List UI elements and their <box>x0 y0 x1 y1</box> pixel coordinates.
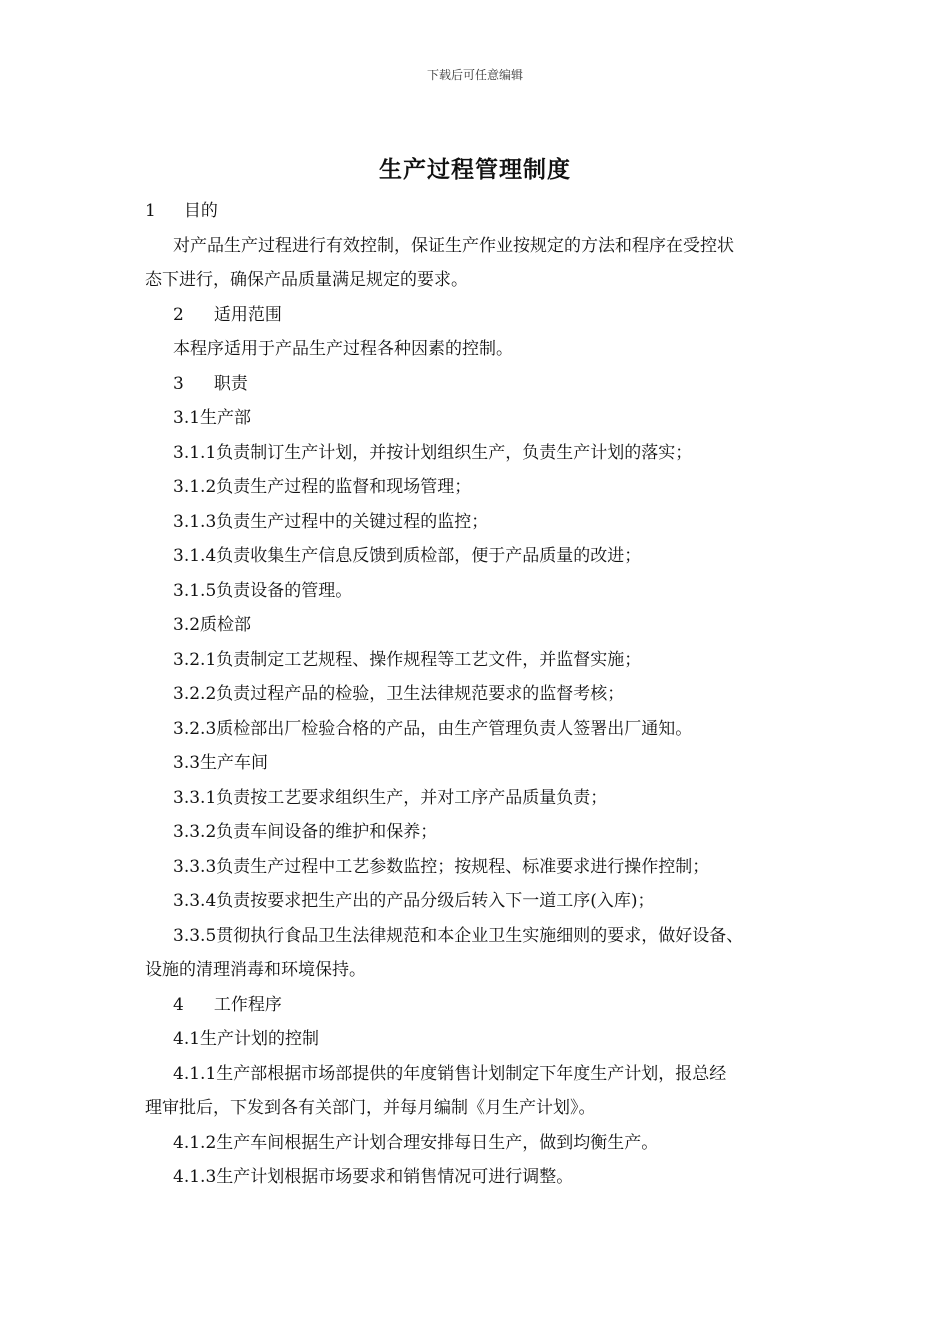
section-number: 1 <box>145 201 156 221</box>
paragraph-line: 对产品生产过程进行有效控制，保证生产作业按规定的方法和程序在受控状 <box>173 235 734 256</box>
section-number: 3 <box>173 373 184 394</box>
subsection-heading: 3.3生产车间 <box>173 753 269 773</box>
subsection-heading: 4.1生产计划的控制 <box>173 1029 320 1049</box>
section-heading-responsibilities <box>145 367 815 402</box>
section-title: 目的 <box>183 201 218 221</box>
list-item: 3.3.1负责按工艺要求组织生产，并对工序产品质量负责； <box>173 787 608 808</box>
list-item: 3.2.3质检部出厂检验合格的产品，由生产管理负责人签署出厂通知。 <box>173 718 693 739</box>
section-title: 职责 <box>213 373 248 394</box>
document-body <box>145 194 815 1195</box>
document-title: 生产过程管理制度 <box>379 156 571 183</box>
list-item: 3.1.5负责设备的管理。 <box>173 580 353 601</box>
list-item: 4.1.1生产部根据市场部提供的年度销售计划制定下年度生产计划，报总经 <box>173 1063 727 1084</box>
section-heading-procedure <box>145 988 815 1023</box>
subsection-heading: 3.2质检部 <box>173 615 252 635</box>
list-item: 4.1.2生产车间根据生产计划合理安排每日生产，做到均衡生产。 <box>173 1132 659 1153</box>
list-item: 3.2.2负责过程产品的检验，卫生法律规范要求的监督考核； <box>173 684 625 704</box>
list-item: 3.1.1负责制订生产计划，并按计划组织生产，负责生产计划的落实； <box>173 442 693 463</box>
list-item: 3.3.5贯彻执行食品卫生法律规范和本企业卫生实施细则的要求，做好设备、 <box>173 925 744 946</box>
section-number: 4 <box>173 994 184 1015</box>
list-item: 3.3.3负责生产过程中工艺参数监控；按规程、标准要求进行操作控制； <box>173 856 710 877</box>
list-item-continuation: 设施的清理消毒和环境保持。 <box>145 960 366 980</box>
page-header-note: 下载后可任意编辑 <box>426 68 523 82</box>
section-number: 2 <box>173 304 184 325</box>
list-item: 3.3.2负责车间设备的维护和保养； <box>173 822 438 842</box>
section-heading-purpose <box>145 194 815 229</box>
list-item: 3.1.3负责生产过程中的关键过程的监控； <box>173 511 489 532</box>
list-item: 4.1.3生产计划根据市场要求和销售情况可进行调整。 <box>173 1167 574 1187</box>
subsection-heading: 3.1生产部 <box>173 408 252 428</box>
section-heading-scope <box>145 298 815 333</box>
list-item: 3.2.1负责制定工艺规程、操作规程等工艺文件，并监督实施； <box>173 649 642 670</box>
list-item-continuation: 理审批后，下发到各有关部门，并每月编制《月生产计划》。 <box>145 1098 596 1118</box>
list-item: 3.1.4负责收集生产信息反馈到质检部，便于产品质量的改进； <box>173 546 642 566</box>
list-item: 3.3.4负责按要求把生产出的产品分级后转入下一道工序(入库)； <box>173 891 655 911</box>
list-item: 3.1.2负责生产过程的监督和现场管理； <box>173 477 472 497</box>
section-title: 工作程序 <box>213 994 282 1015</box>
paragraph-line: 态下进行，确保产品质量满足规定的要求。 <box>145 270 468 290</box>
section-title: 适用范围 <box>213 304 282 325</box>
paragraph-line: 本程序适用于产品生产过程各种因素的控制。 <box>173 339 513 359</box>
